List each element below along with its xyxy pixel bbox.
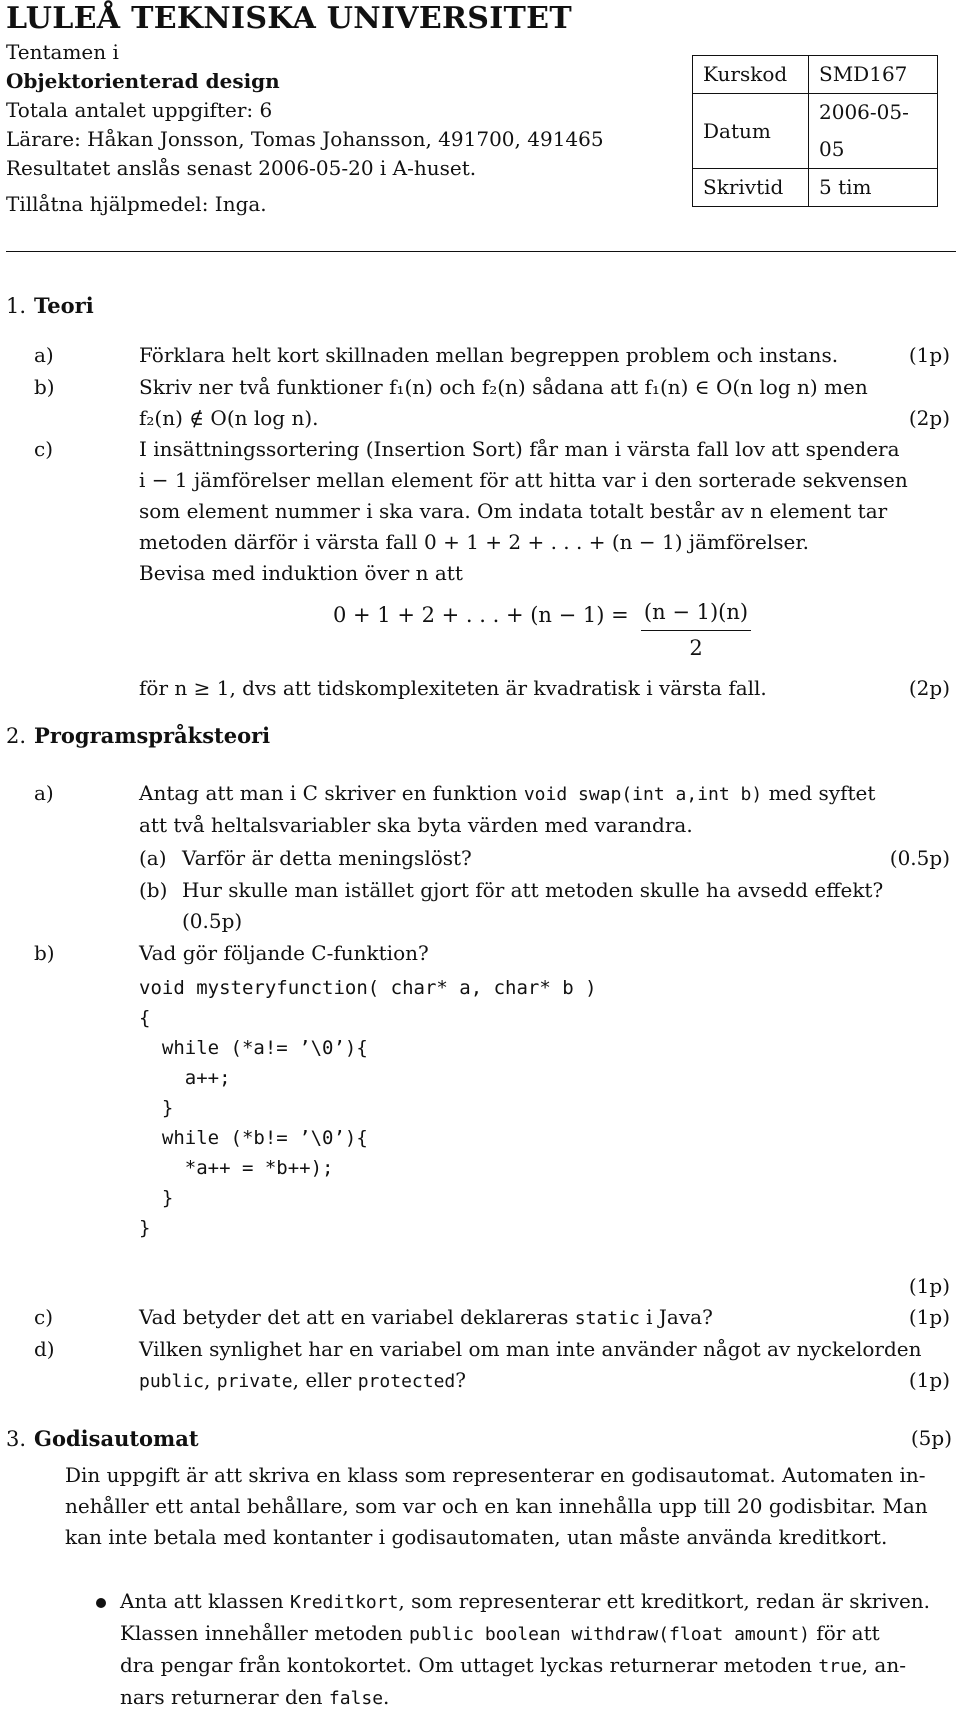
- bullet-line: [120, 1586, 956, 1618]
- meta-value: SMD167: [809, 56, 938, 94]
- question-label: (b): [139, 878, 168, 902]
- total-tasks: Totala antalet uppgifter: 6: [6, 98, 273, 122]
- code-inline: void swap(int a,int b): [523, 784, 763, 805]
- question-text: Vad gör följande C-funktion?: [139, 941, 429, 965]
- question-text-line: Hur skulle man istället gjort för att metoden skulle ha avsedd effekt?: [182, 878, 884, 902]
- question-label: c): [34, 437, 54, 461]
- text-segment: i Java?: [646, 1305, 713, 1329]
- question-label: c): [34, 1305, 54, 1329]
- question-text-line: Skriv ner två funktioner f₁(n) och f₂(n) sådana att f₁(n) ∈ O(n log n) men: [139, 375, 868, 399]
- points: (2p): [908, 676, 950, 700]
- text-segment: , eller: [292, 1368, 358, 1392]
- fraction-numerator: (n − 1)(n): [643, 600, 749, 624]
- text-segment: , an-: [861, 1653, 906, 1677]
- meta-key: Kurskod: [693, 56, 809, 94]
- question-text-line: som element nummer i ska vara. Om indata totalt består av n element tar: [139, 499, 888, 523]
- exam-meta-table: [692, 55, 938, 207]
- points: (1p): [908, 1274, 950, 1298]
- question-body: [139, 1334, 954, 1397]
- code-inline: true: [818, 1656, 862, 1677]
- exam-type: Tentamen i: [6, 40, 119, 64]
- question-label: b): [34, 941, 55, 965]
- text-segment: nars returnerar den: [120, 1685, 323, 1709]
- meta-row: [693, 56, 938, 94]
- question-text-line: f₂(n) ∉ O(n log n).: [139, 406, 319, 430]
- meta-value: 5 tim: [809, 169, 938, 207]
- section-title: Programspråksteori: [34, 723, 271, 748]
- bullet-line: [120, 1650, 956, 1682]
- question-text-line: Bevisa med induktion över n att: [139, 561, 463, 585]
- question-body: [139, 372, 954, 434]
- text-segment: , som representerar ett kreditkort, redan är skriven.: [398, 1589, 931, 1613]
- points: (1p): [908, 1305, 950, 1329]
- question-text-line: [139, 778, 954, 810]
- points: (2p): [908, 406, 950, 430]
- meta-row: [693, 169, 938, 207]
- meta-key: Skrivtid: [693, 169, 809, 207]
- question-text-line: [139, 1302, 954, 1334]
- university-name: LULEÅ TEKNISKA UNIVERSITET: [6, 1, 572, 36]
- points: (0.5p): [889, 846, 950, 870]
- section-title: Godisautomat: [34, 1426, 199, 1451]
- paragraph-line: nehåller ett antal behållare, som var och en kan innehålla upp till 20 godisbitar. Man: [65, 1494, 928, 1518]
- text-segment: ,: [204, 1368, 217, 1392]
- course-name: Objektorienterad design: [6, 69, 280, 93]
- text-segment: Vad betyder det att en variabel deklareras: [139, 1305, 569, 1329]
- bullet-line: [120, 1682, 956, 1714]
- question-label: b): [34, 375, 55, 399]
- meta-key: Datum: [693, 94, 809, 169]
- meta-row: [693, 94, 938, 169]
- code-inline: false: [328, 1688, 384, 1709]
- points: (0.5p): [182, 909, 243, 933]
- section-number: 1.: [6, 294, 27, 318]
- section-3-intro: [65, 1460, 953, 1553]
- header-divider: [6, 251, 956, 252]
- code-inline: static: [574, 1308, 640, 1329]
- formula-fraction: [641, 597, 751, 664]
- section-number: 3.: [6, 1427, 27, 1451]
- text-segment: .: [383, 1685, 390, 1709]
- points: (5p): [910, 1426, 952, 1450]
- code-inline: public boolean withdraw(float amount): [408, 1624, 810, 1645]
- meta-value: 2006-05-05: [809, 94, 938, 169]
- question-text: Varför är detta meningslöst?: [182, 846, 472, 870]
- question-label: a): [34, 781, 54, 805]
- section-1-heading: [6, 290, 94, 322]
- code-inline: public: [139, 1371, 205, 1392]
- text-segment: ?: [455, 1368, 466, 1392]
- teachers: Lärare: Håkan Jonsson, Tomas Johansson, 491700, 491465: [6, 127, 604, 151]
- bullet-item: [120, 1586, 956, 1714]
- question-text-line: metoden därför i värsta fall 0 + 1 + 2 + . . . + (n − 1) jämförelser.: [139, 530, 810, 554]
- section-3-heading: [6, 1423, 956, 1455]
- question-text-line: i − 1 jämförelser mellan element för att hitta var i den sorterade sekvensen: [139, 468, 908, 492]
- points: (1p): [908, 343, 950, 367]
- question-body: [139, 434, 954, 589]
- text-segment: med syftet: [768, 781, 876, 805]
- text-segment: dra pengar från kontokortet. Om uttaget lyckas returnerar metoden: [120, 1653, 812, 1677]
- question-label: a): [34, 343, 54, 367]
- code-inline: Kreditkort: [290, 1592, 399, 1613]
- bullet-line: [120, 1618, 956, 1650]
- question-label: (a): [139, 846, 167, 870]
- allowed-aids: Tillåtna hjälpmedel: Inga.: [6, 192, 267, 216]
- section-2-heading: [6, 720, 270, 752]
- text-segment: för att: [816, 1621, 880, 1645]
- points: (1p): [908, 1368, 950, 1392]
- fraction-denominator: 2: [689, 636, 703, 660]
- text-segment: Klassen innehåller metoden: [120, 1621, 403, 1645]
- fraction-bar: [641, 630, 751, 631]
- formula-lhs: 0 + 1 + 2 + . . . + (n − 1) =: [333, 603, 629, 627]
- section-title: Teori: [34, 293, 94, 318]
- exam-header: [6, 38, 604, 219]
- question-label: d): [34, 1337, 55, 1361]
- section-number: 2.: [6, 724, 27, 748]
- question-text: Förklara helt kort skillnaden mellan begreppen problem och instans.: [139, 343, 839, 367]
- question-text-line: för n ≥ 1, dvs att tidskomplexiteten är kvadratisk i värsta fall.: [139, 676, 767, 700]
- paragraph-line: kan inte betala med kontanter i godisautomaten, utan måste använda kreditkort.: [65, 1525, 888, 1549]
- code-inline: private: [216, 1371, 293, 1392]
- results-info: Resultatet anslås senast 2006-05-20 i A-huset.: [6, 156, 477, 180]
- text-segment: Anta att klassen: [120, 1589, 284, 1613]
- question-body: [182, 875, 954, 937]
- question-text-line: [139, 1365, 954, 1397]
- paragraph-line: Din uppgift är att skriva en klass som representerar en godisautomat. Automaten in-: [65, 1463, 926, 1487]
- question-text-line: I insättningssortering (Insertion Sort) får man i värsta fall lov att spendera: [139, 437, 900, 461]
- question-text-line: att två heltalsvariabler ska byta värden med varandra.: [139, 813, 693, 837]
- question-body: [139, 778, 954, 841]
- bullet-icon: [96, 1598, 106, 1608]
- text-segment: Antag att man i C skriver en funktion: [139, 781, 518, 805]
- question-text-line: Vilken synlighet har en variabel om man inte använder något av nyckelorden: [139, 1337, 922, 1361]
- code-inline: protected: [357, 1371, 456, 1392]
- code-block: void mysteryfunction( char* a, char* b ) { while (*a!= ’\0’){ a++; } while (*b!= ’\0’){ *a++ = *b++); } }: [139, 977, 597, 1239]
